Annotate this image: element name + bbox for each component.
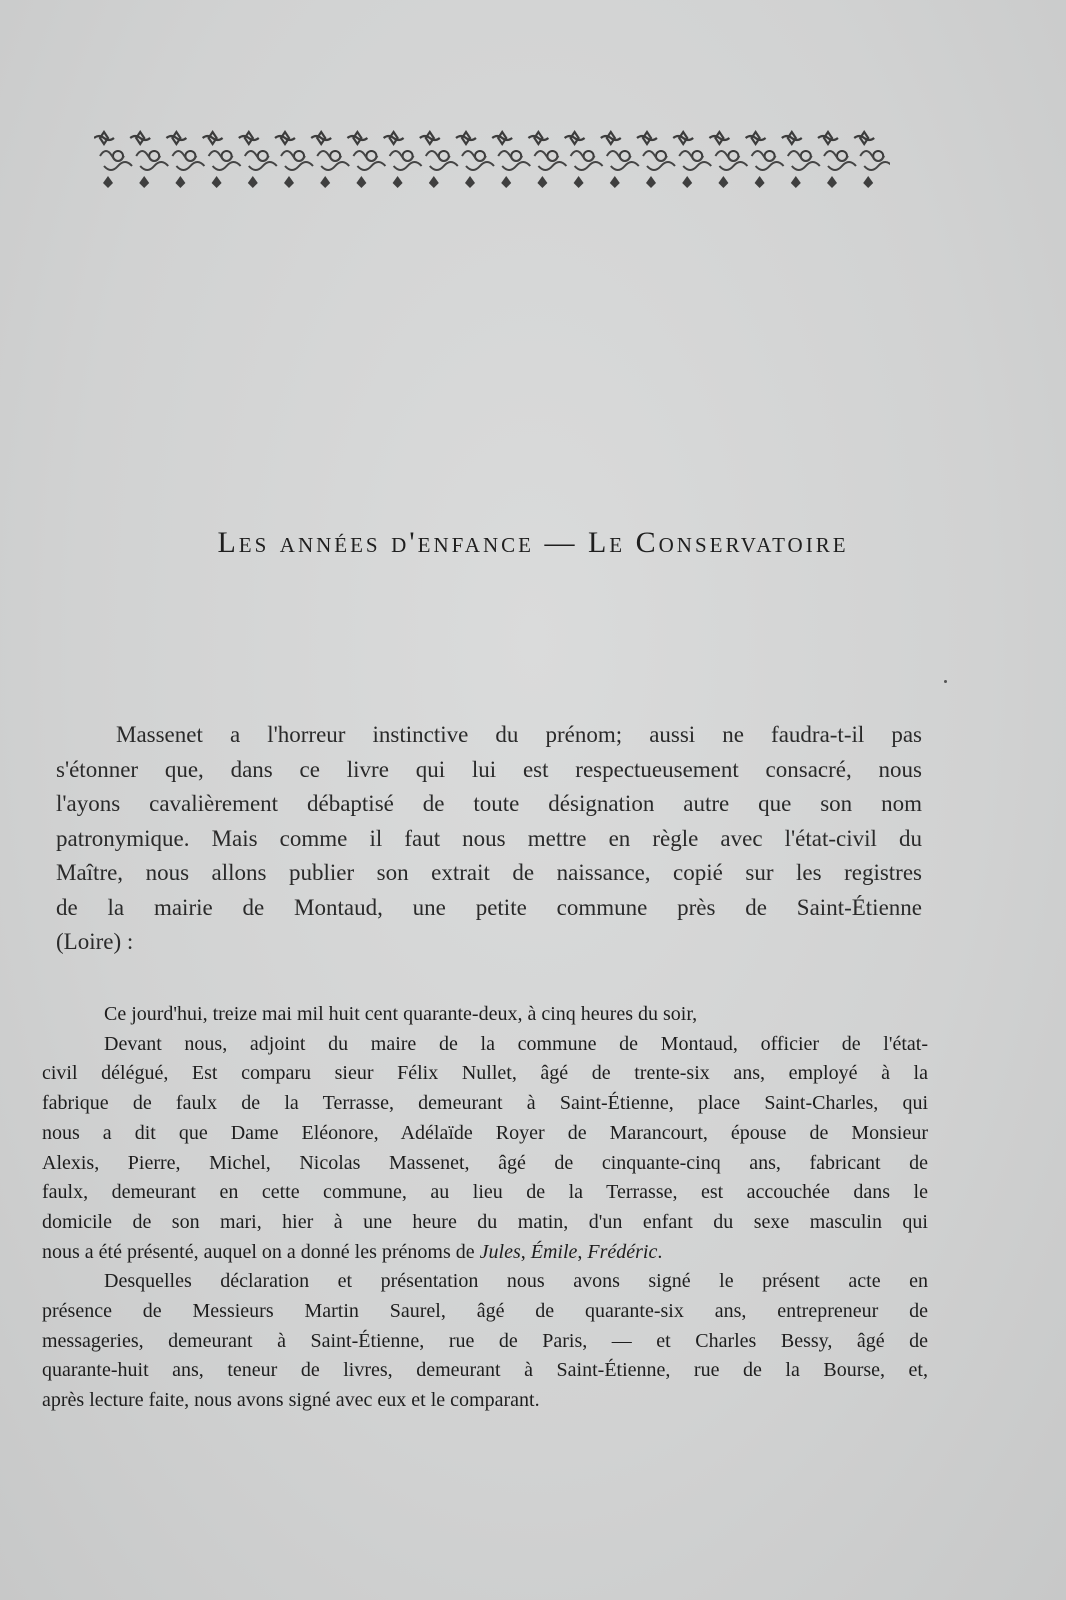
intro-paragraph [56, 718, 922, 960]
ornament-leaf [498, 151, 530, 170]
ornament-leaf [172, 151, 204, 170]
ornament-motif-lower [139, 176, 149, 188]
ornament-motif-lower [646, 176, 656, 188]
ornament-leaf [136, 151, 168, 170]
ornament-motif-upper [637, 132, 657, 144]
intro-line: (Loire) : [56, 929, 134, 954]
act-line: après lecture faite, nous avons signé avec eux et le comparant. [42, 1389, 540, 1412]
intro-line: Massenet a l'horreur instinctive du prénom; aussi ne faudra-t-il pas [116, 722, 922, 747]
ornament-motif-upper [456, 132, 476, 144]
act-line: Ce jourd'hui, treize mai mil huit cent quarante-deux, à cinq heures du soir, [104, 1003, 698, 1025]
ornament-motif-upper [746, 132, 766, 144]
ornament-motif-lower [284, 176, 294, 188]
act-line-names-text: nous a été présenté, auquel on a donné les prénoms de [42, 1240, 475, 1263]
ornament-leaf [571, 151, 603, 170]
ornament-motif-lower [175, 176, 185, 188]
intro-line: l'ayons cavalièrement débaptisé de toute désignation autre que son nom [56, 791, 922, 816]
ornament-motif-lower [393, 176, 403, 188]
ornament-motif-lower [537, 176, 547, 188]
ornament-leaf [353, 151, 385, 170]
intro-line: patronymique. Mais comme il faut nous mettre en règle avec l'état-civil du [56, 825, 922, 851]
ornament-motif-lower [320, 176, 330, 188]
act-line: Alexis, Pierre, Michel, Nicolas Massenet, âgé de cinquante-cinq ans, fabricant de [42, 1151, 928, 1174]
ornament-motif-upper [565, 132, 585, 144]
ornament-motif-upper [239, 132, 259, 144]
act-line: présence de Messieurs Martin Saurel, âgé de quarante-six ans, entrepreneur de [42, 1300, 928, 1323]
ornament-motif-upper [166, 132, 186, 144]
act-line: nous a dit que Dame Eléonore, Adélaïde Royer de Marancourt, épouse de Monsieur [42, 1121, 928, 1144]
ornament-leaf [824, 151, 856, 170]
act-line-names: nous a été présenté, auquel on a donné les prénoms de Jules, Émile, Frédéric. [42, 1240, 663, 1263]
ornament-motif-lower [465, 176, 475, 188]
ornament-motif-lower [791, 176, 801, 188]
intro-line: s'étonner que, dans ce livre qui lui est respectueusement consacré, nous [56, 756, 922, 782]
ornament-leaf [752, 151, 784, 170]
ornament-motif-upper [130, 132, 150, 144]
ornament-leaf [209, 151, 241, 170]
ornament-leaf [390, 151, 422, 170]
ornament-motif-upper [384, 132, 404, 144]
ornament-motif-upper [782, 132, 802, 144]
ornament-leaf [426, 151, 458, 170]
ornament-motif-lower [682, 176, 692, 188]
ornament-leaf [607, 151, 639, 170]
ornament-motif-upper [347, 132, 367, 144]
ornament-leaf [245, 151, 277, 170]
given-name-second: Émile [530, 1240, 578, 1263]
ornament-motif-lower [755, 176, 765, 188]
ornament-motif-upper [275, 132, 295, 144]
ornament-motif-lower [827, 176, 837, 188]
ornament-motif-upper [94, 132, 114, 144]
ornament-motif-lower [103, 176, 113, 188]
ornament-motif-upper [854, 132, 874, 144]
act-line: Devant nous, adjoint du maire de la commune de Montaud, officier de l'état- [104, 1032, 928, 1055]
ornament-leaf [534, 151, 566, 170]
ornament-leaf [281, 151, 313, 170]
act-line: domicile de son mari, hier à une heure du matin, d'un enfant du sexe masculin qui [42, 1210, 928, 1233]
intro-line: Maître, nous allons publier son extrait de naissance, copié sur les registres [56, 860, 922, 885]
act-line: quarante-huit ans, teneur de livres, demeurant à Saint-Étienne, rue de la Bourse, et, [42, 1359, 928, 1382]
ornament-motif-lower [501, 176, 511, 188]
ornament-leaf [715, 151, 747, 170]
act-line: fabrique de faulx de la Terrasse, demeurant à Saint-Étienne, place Saint-Charles, qui [42, 1092, 928, 1115]
ornament-leaf [679, 151, 711, 170]
paper-speck [944, 680, 947, 683]
ornament-motif-upper [673, 132, 693, 144]
birth-certificate-extract [42, 1000, 928, 1416]
ornament-motif-lower [356, 176, 366, 188]
floral-ornament-band [94, 126, 890, 190]
ornament-motif-lower [429, 176, 439, 188]
act-line: faulx, demeurant en cette commune, au lieu de la Terrasse, est accouchée dans le [42, 1181, 928, 1204]
ornament-motif-upper [601, 132, 621, 144]
act-line: civil délégué, Est comparu sieur Félix Nullet, âgé de trente-six ans, employé à la [42, 1062, 928, 1085]
ornament-motif-upper [709, 132, 729, 144]
given-name-third: Frédéric [587, 1240, 658, 1263]
ornament-motif-upper [420, 132, 440, 144]
given-name-first: Jules [479, 1240, 521, 1263]
chapter-title: Les années d'enfance — Le Conservatoire [217, 526, 849, 559]
ornament-leaf [860, 151, 890, 170]
ornament-motif-lower [863, 176, 873, 188]
act-line: messageries, demeurant à Saint-Étienne, rue de Paris, — et Charles Bessy, âgé de [42, 1329, 928, 1352]
ornament-motif-upper [818, 132, 838, 144]
ornament-motif-upper [203, 132, 223, 144]
ornament-leaf [643, 151, 675, 170]
ornament-motif-upper [528, 132, 548, 144]
ornament-motif-lower [718, 176, 728, 188]
intro-line: de la mairie de Montaud, une petite commune près de Saint-Étienne [56, 894, 922, 920]
act-line: Desquelles déclaration et présentation nous avons signé le présent acte en [104, 1270, 928, 1293]
ornament-motif-upper [492, 132, 512, 144]
ornament-motif-lower [574, 176, 584, 188]
ornament-leaf [462, 151, 494, 170]
ornament-leaf [100, 151, 132, 170]
ornament-motif-lower [610, 176, 620, 188]
ornament-leaf [317, 151, 349, 170]
ornament-motif-upper [311, 132, 331, 144]
ornament-motif-lower [212, 176, 222, 188]
ornament-leaf [788, 151, 820, 170]
ornament-motif-lower [248, 176, 258, 188]
